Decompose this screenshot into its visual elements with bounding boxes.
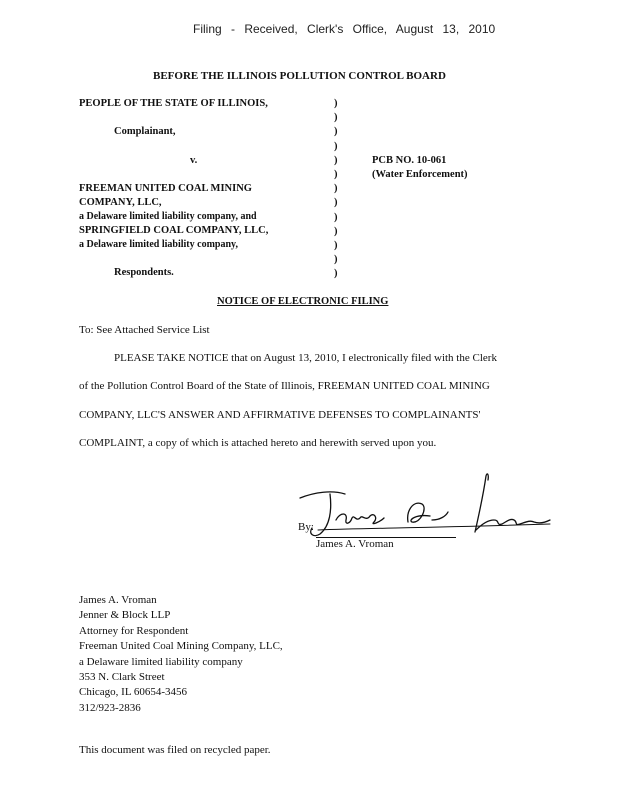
board-heading: BEFORE THE ILLINOIS POLLUTION CONTROL BOARD xyxy=(153,70,446,82)
defendant-line: a Delaware limited liability company, xyxy=(79,239,238,250)
caption-parentheses: ) ) ) ) ) ) ) ) ) ) ) ) ) xyxy=(334,98,338,280)
signer-name: James A. Vroman xyxy=(316,538,394,550)
versus-label: v. xyxy=(190,155,198,166)
case-type: (Water Enforcement) xyxy=(372,169,468,180)
body-line: PLEASE TAKE NOTICE that on August 13, 2010, I electronically filed with the Clerk xyxy=(114,352,497,364)
plaintiff-role: Complainant, xyxy=(114,126,176,137)
body-line: COMPLAINT, a copy of which is attached hereto and herewith served upon you. xyxy=(79,437,437,449)
plaintiff-name: PEOPLE OF THE STATE OF ILLINOIS, xyxy=(79,98,268,109)
contact-line: 353 N. Clark Street xyxy=(79,671,165,684)
filing-stamp: Filing - Received, Clerk's Office, August 13, 2010 xyxy=(193,22,496,36)
signature-line xyxy=(316,537,456,550)
defendant-role: Respondents. xyxy=(114,267,174,278)
defendant-line: a Delaware limited liability company, and xyxy=(79,211,257,222)
to-line: To: See Attached Service List xyxy=(79,324,210,336)
contact-line: Attorney for Respondent xyxy=(79,624,189,637)
contact-line: Chicago, IL 60654-3456 xyxy=(79,686,188,699)
body-line: COMPANY, LLC'S ANSWER AND AFFIRMATIVE DEFENSES TO COMPLAINANTS' xyxy=(79,409,481,421)
contact-block xyxy=(79,593,283,716)
case-number: PCB NO. 10-061 xyxy=(372,155,447,166)
contact-line: Freeman United Coal Mining Company, LLC, xyxy=(79,640,283,653)
contact-line: Jenner & Block LLP xyxy=(79,609,171,622)
contact-line: a Delaware limited liability company xyxy=(79,655,243,668)
defendant-line: FREEMAN UNITED COAL MINING xyxy=(79,183,252,194)
signature-by-label: By: xyxy=(298,521,314,533)
contact-line: 312/923-2836 xyxy=(79,701,141,714)
contact-line: James A. Vroman xyxy=(79,594,157,606)
body-line: of the Pollution Control Board of the State of Illinois, FREEMAN UNITED COAL MINING xyxy=(79,380,490,392)
defendant-line: SPRINGFIELD COAL COMPANY, LLC, xyxy=(79,225,269,236)
notice-title: NOTICE OF ELECTRONIC FILING xyxy=(217,296,389,307)
defendant-line: COMPANY, LLC, xyxy=(79,197,162,208)
footer-note: This document was filed on recycled paper. xyxy=(79,744,271,756)
